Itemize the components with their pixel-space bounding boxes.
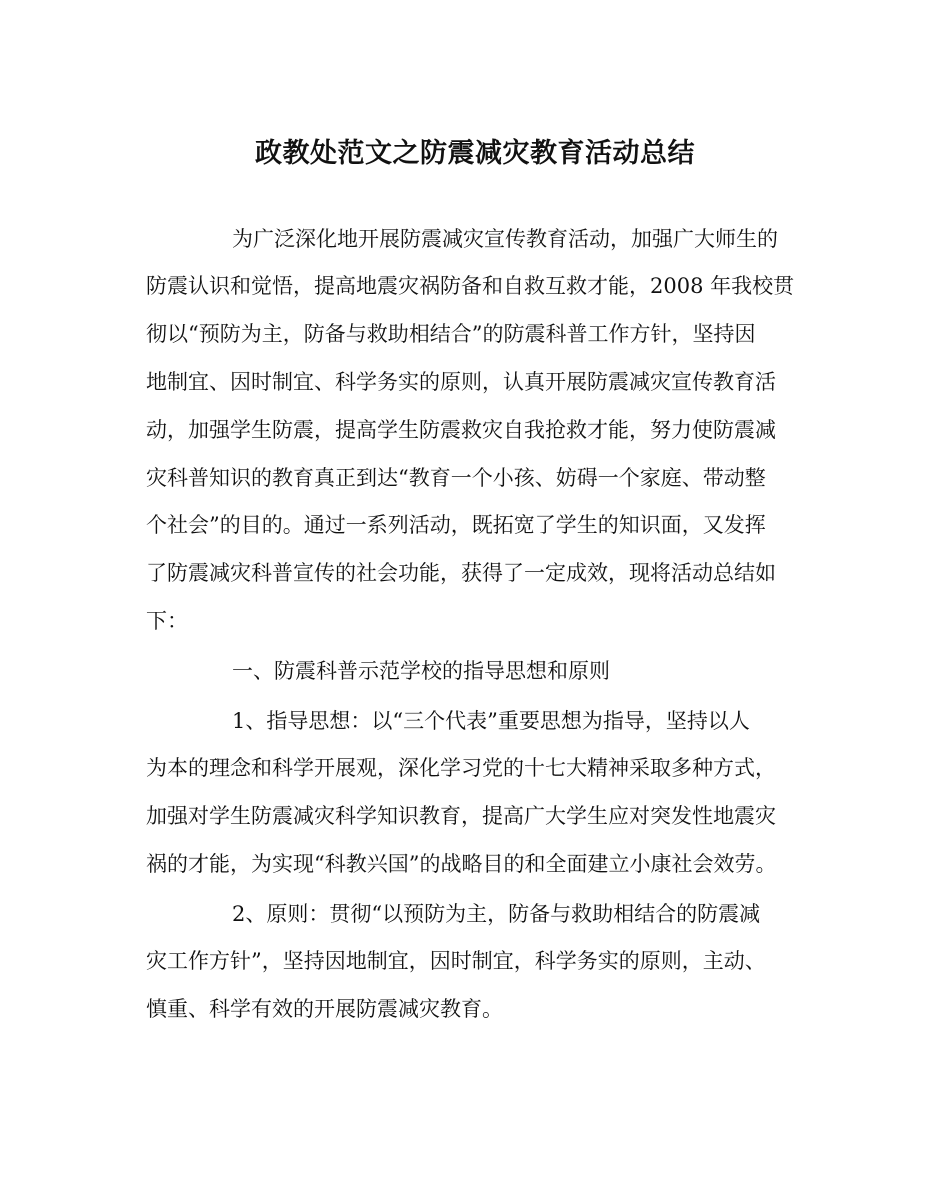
- paragraph-1-line-9: 下：: [146, 609, 188, 633]
- document-title: 政教处范文之防震减灾教育活动总结: [255, 138, 695, 169]
- paragraph-1-line-4: 地制宜、因时制宜、科学务实的原则，认真开展防震减灾宣传教育活: [146, 370, 776, 394]
- paragraph-2-line-3: 加强对学生防震减灾科学知识教育，提高广大学生应对突发性地震灾: [146, 804, 776, 828]
- paragraph-3-line-3: 慎重、科学有效的开展防震减灾教育。: [146, 997, 503, 1021]
- section-heading-1: 一、防震科普示范学校的指导思想和原则: [232, 659, 610, 683]
- paragraph-1-line-6: 灾科普知识的教育真正到达“教育一个小孩、妨碍一个家庭、带动整: [146, 466, 766, 490]
- paragraph-1-line-1: 为广泛深化地开展防震减灾宣传教育活动，加强广大师生的: [232, 227, 778, 251]
- paragraph-1-line-2: 防震认识和觉悟，提高地震灾祸防备和自救互救才能，2008 年我校贯: [146, 274, 795, 298]
- paragraph-1-line-8: 了防震减灾科普宣传的社会功能，获得了一定成效，现将活动总结如: [146, 561, 776, 585]
- paragraph-3-line-1: 2、原则：贯彻“以预防为主，防备与救助相结合的防震减: [232, 902, 761, 926]
- paragraph-2-line-1: 1、指导思想：以“三个代表”重要思想为指导，坚持以人: [232, 709, 750, 733]
- paragraph-2-line-2: 为本的理念和科学开展观，深化学习党的十七大精神采取多种方式，: [146, 756, 776, 780]
- paragraph-1-line-3: 彻以“预防为主，防备与救助相结合”的防震科普工作方针，坚持因: [146, 322, 756, 346]
- paragraph-2-line-4: 祸的才能，为实现“科教兴国”的战略目的和全面建立小康社会效劳。: [146, 852, 777, 876]
- paragraph-1-line-5: 动，加强学生防震，提高学生防震救灾自我抢救才能，努力使防震减: [146, 418, 776, 442]
- paragraph-3-line-2: 灾工作方针”，坚持因地制宜，因时制宜，科学务实的原则，主动、: [146, 949, 766, 973]
- paragraph-1-line-7: 个社会”的目的。通过一系列活动，既拓宽了学生的知识面，又发挥: [146, 513, 766, 537]
